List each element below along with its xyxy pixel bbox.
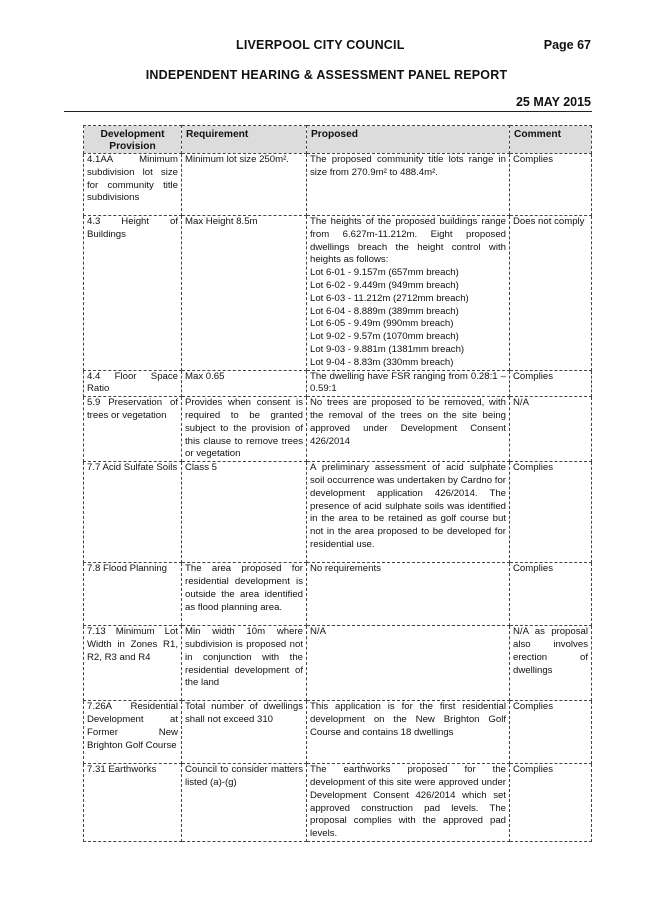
provision-cell bbox=[84, 397, 182, 462]
provision-cell-text: 7.8 Flood Planning bbox=[87, 563, 168, 575]
requirement-cell-text: Council to consider matters listed (a)-(g) bbox=[185, 764, 303, 788]
comment-cell-text: Does not comply bbox=[513, 216, 585, 227]
table-row bbox=[84, 154, 592, 216]
proposed-cell bbox=[307, 563, 510, 626]
column-header-proposed: Proposed bbox=[307, 126, 510, 154]
requirement-cell bbox=[182, 701, 307, 764]
requirement-cell bbox=[182, 462, 307, 563]
provision-cell-text: 4.1AA Minimum subdivision lot size for community title subdivisions bbox=[87, 154, 178, 204]
provision-cell-text: 4.4 Floor Space Ratio bbox=[87, 370, 178, 395]
provision-cell bbox=[84, 701, 182, 764]
requirement-cell-text: Max 0.65 bbox=[185, 370, 225, 382]
requirement-cell-text: Max Height 8.5m bbox=[185, 216, 258, 227]
requirement-cell-text: The area proposed for residential development is outside the area identified as flood planning area. bbox=[185, 563, 303, 613]
compliance-table bbox=[83, 125, 592, 842]
provision-cell-text: 4.3 Height of Buildings bbox=[87, 216, 178, 240]
provision-cell-text: 7.7 Acid Sulfate Soils bbox=[87, 462, 178, 474]
requirement-cell-text: Class 5 bbox=[185, 462, 217, 474]
proposed-cell bbox=[307, 701, 510, 764]
requirement-cell-text: Min width 10m where subdivision is proposed not in conjunction with the residential development of the land bbox=[185, 626, 303, 689]
provision-cell bbox=[84, 563, 182, 626]
comment-cell bbox=[510, 563, 592, 626]
provision-cell bbox=[84, 216, 182, 371]
provision-cell-text: 7.26A Residential Development at Former New Brighton Golf Course bbox=[87, 701, 178, 751]
height-breach-line: Lot 6-03 - 11.212m (2712mm breach) bbox=[310, 292, 469, 304]
table-row bbox=[84, 626, 592, 701]
provision-cell bbox=[84, 154, 182, 216]
height-breach-line: Lot 6-05 - 9.49m (990mm breach) bbox=[310, 318, 454, 330]
comment-cell-text: N/A bbox=[513, 397, 529, 409]
comment-cell bbox=[510, 216, 592, 371]
requirement-cell-text: Total number of dwellings shall not exceed 310 bbox=[185, 701, 303, 725]
table-row bbox=[84, 462, 592, 563]
proposed-cell-text: No trees are proposed to be removed, with the removal of the trees on the site being approved under Development Consent 426/2014 bbox=[310, 397, 506, 447]
comment-cell bbox=[510, 701, 592, 764]
requirement-cell bbox=[182, 764, 307, 842]
comment-cell bbox=[510, 397, 592, 462]
provision-cell-text: 7.31 Earthworks bbox=[87, 764, 157, 776]
proposed-cell bbox=[307, 397, 510, 462]
proposed-cell bbox=[307, 216, 510, 371]
requirement-cell bbox=[182, 626, 307, 701]
comment-cell bbox=[510, 462, 592, 563]
comment-cell-text: Complies bbox=[513, 462, 553, 474]
table-row bbox=[84, 216, 592, 371]
proposed-cell-text: A preliminary assessment of acid sulphate soil occurrence was undertaken by Cardno for development application 426/2014. The presence of acid sulphate soils was identified in the area to be retained as golf course but not in the area proposed to be developed for residential use. bbox=[310, 462, 506, 550]
proposed-cell bbox=[307, 626, 510, 701]
requirement-cell bbox=[182, 397, 307, 462]
comment-cell bbox=[510, 154, 592, 216]
proposed-cell-text: The proposed community title lots range in size from 270.9m² to 488.4m². bbox=[310, 154, 506, 178]
proposed-cell-text: The earthworks proposed for the development of this site were approved under Development Consent 426/2014 which set approved construction pad levels. The proposal complies with the approved pad levels. bbox=[310, 764, 506, 840]
header-rule bbox=[64, 111, 592, 112]
height-breach-line: Lot 6-02 - 9.449m (949mm breach) bbox=[310, 279, 459, 291]
report-date: 25 MAY 2015 bbox=[515, 95, 591, 109]
table-row bbox=[84, 370, 592, 397]
proposed-cell-text: N/A bbox=[310, 626, 326, 638]
requirement-cell bbox=[182, 370, 307, 397]
height-breach-line: Lot 9-03 - 9.881m (1381mm breach) bbox=[310, 343, 465, 355]
requirement-cell-text: Minimum lot size 250m². bbox=[185, 154, 289, 165]
page-number: Page 67 bbox=[543, 38, 591, 52]
proposed-cell bbox=[307, 370, 510, 397]
table-header-row bbox=[84, 126, 592, 154]
comment-cell bbox=[510, 764, 592, 842]
proposed-cell bbox=[307, 764, 510, 842]
height-breach-line: Lot 6-01 - 9.157m (657mm breach) bbox=[310, 267, 459, 279]
comment-cell-text: Complies bbox=[513, 764, 553, 776]
height-breach-line: Lot 9-04 - 8.83m (330mm breach) bbox=[310, 356, 454, 368]
comment-cell bbox=[510, 370, 592, 397]
proposed-cell-text: The heights of the proposed buildings range from 6.627m-11.212m. Eight proposed dwellings breach the height control with heights as follows: bbox=[310, 216, 506, 266]
provision-cell bbox=[84, 370, 182, 397]
table-body bbox=[84, 154, 592, 842]
height-breach-line: Lot 6-04 - 8.889m (389mm breach) bbox=[310, 305, 459, 317]
comment-cell-text: Complies bbox=[513, 563, 553, 575]
comment-cell-text: Complies bbox=[513, 154, 553, 165]
comment-cell bbox=[510, 626, 592, 701]
table-row bbox=[84, 563, 592, 626]
comment-cell-text: Complies bbox=[513, 370, 553, 382]
table-row bbox=[84, 397, 592, 462]
height-breach-line: Lot 9-02 - 9.57m (1070mm breach) bbox=[310, 331, 459, 343]
council-name: LIVERPOOL CITY COUNCIL bbox=[236, 38, 405, 52]
requirement-cell-text: Provides when consent is required to be granted subject to the provision of this clause to remove trees or vegetation bbox=[185, 397, 303, 460]
requirement-cell bbox=[182, 216, 307, 371]
proposed-cell-text: No requirements bbox=[310, 563, 381, 575]
comment-cell-text: Complies bbox=[513, 701, 553, 713]
proposed-cell-text: The dwelling have FSR ranging from 0.28:1 – 0.59:1 bbox=[310, 370, 506, 395]
column-header-comment: Comment bbox=[510, 126, 592, 154]
comment-cell-text: N/A as proposal also involves erection of dwellings bbox=[513, 626, 588, 676]
provision-cell bbox=[84, 626, 182, 701]
requirement-cell bbox=[182, 154, 307, 216]
provision-cell-text: 5.9 Preservation of trees or vegetation bbox=[87, 397, 178, 421]
table-row bbox=[84, 701, 592, 764]
proposed-cell-text: This application is for the first residential development on the New Brighton Golf Course and contains 18 dwellings bbox=[310, 701, 506, 738]
column-header-requirement: Requirement bbox=[182, 126, 307, 154]
provision-cell bbox=[84, 462, 182, 563]
column-header-provision: Development Provision bbox=[84, 126, 182, 154]
proposed-cell bbox=[307, 462, 510, 563]
report-title: INDEPENDENT HEARING & ASSESSMENT PANEL REPORT bbox=[145, 68, 508, 82]
proposed-cell bbox=[307, 154, 510, 216]
provision-cell bbox=[84, 764, 182, 842]
requirement-cell bbox=[182, 563, 307, 626]
provision-cell-text: 7.13 Minimum Lot Width in Zones R1, R2, R3 and R4 bbox=[87, 626, 178, 663]
table-row bbox=[84, 764, 592, 842]
